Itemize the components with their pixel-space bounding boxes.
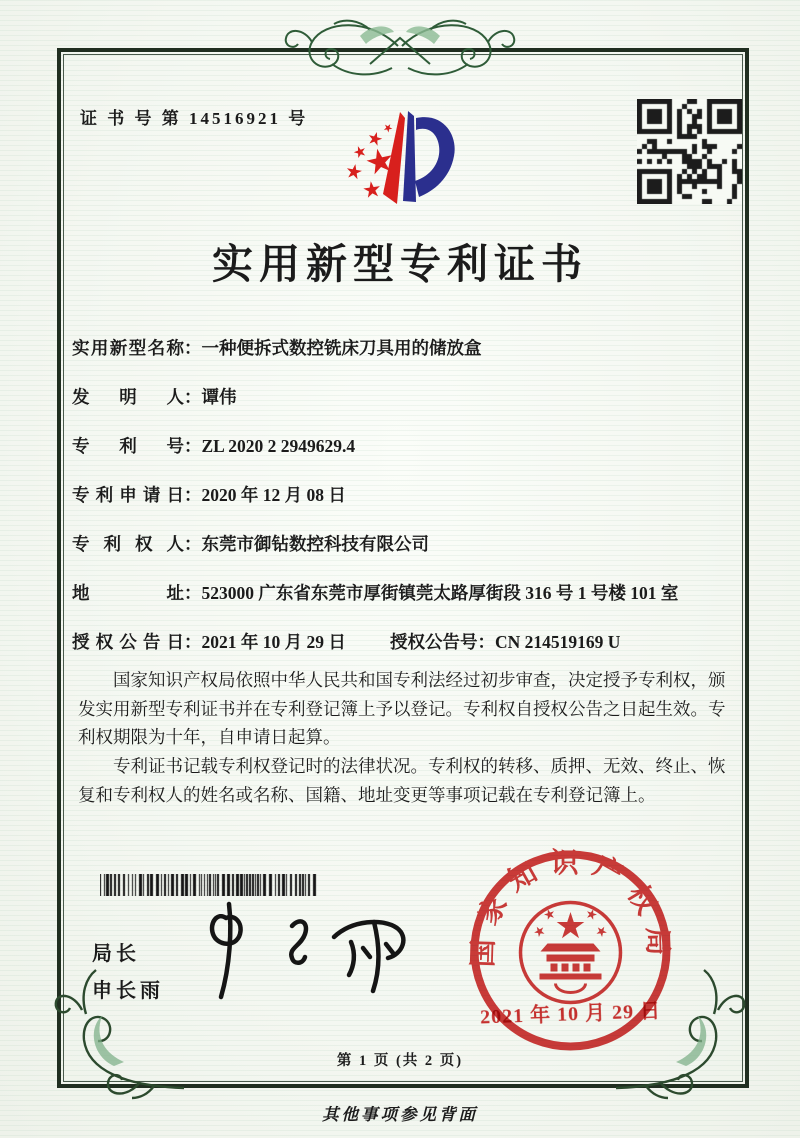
field-label: 专利权人 (72, 534, 184, 554)
certificate-number: 证 书 号 第 14516921 号 (80, 109, 309, 128)
qr-code (637, 99, 742, 204)
legal-text (78, 666, 730, 809)
field-value: 东莞市御钻数控科技有限公司 (201, 534, 429, 554)
field-row-patentee: 专利权人 ： 东莞市御钻数控科技有限公司 (72, 534, 429, 554)
certificate-title: 实用新型专利证书 (212, 241, 588, 287)
field-row-inventor: 发明人 ： 谭伟 (72, 387, 237, 407)
logo-blue-p (403, 111, 455, 202)
signer-name: 申长雨 (92, 980, 164, 1002)
top-flourish-ornament (220, 10, 580, 82)
field-row-address: 地址 ： 523000 广东省东莞市厚街镇莞太路厚街段 316 号 1 号楼 101 室 (72, 583, 679, 603)
field-row-patent-number: 专利号 ： ZL 2020 2 2949629.4 (72, 436, 356, 456)
field-row-filing-date: 专利申请日 ： 2020 年 12 月 08 日 (72, 485, 346, 505)
field-row-grant-date: 授权公告日 ： 2021 年 10 月 29 日 授权公告号 ： CN 214519169 U (72, 632, 621, 652)
field-label: 专利号 (72, 436, 184, 456)
field-label: 发明人 (72, 387, 184, 407)
field-value: 谭伟 (201, 387, 237, 407)
seal-date: 2021 年 10 月 29 日 (479, 1000, 662, 1029)
national-emblem-icon (521, 903, 621, 1003)
seal-agency-text: 国家知识产权局 (467, 847, 674, 968)
field-label: 专利申请日 (72, 485, 184, 505)
field-row-utility-model-name: 实用新型名称 ： 一种便拆式数控铣床刀具用的储放盒 (72, 338, 482, 358)
certificate-fields (72, 336, 738, 679)
field-label: 授权公告号 (390, 632, 478, 652)
field-label: 实用新型名称 (72, 338, 184, 358)
barcode (100, 874, 318, 896)
field-value: 2021 年 10 月 29 日 (201, 632, 346, 652)
field-value: 2020 年 12 月 08 日 (201, 485, 346, 505)
field-value: 523000 广东省东莞市厚街镇莞太路厚街段 316 号 1 号楼 101 室 (201, 583, 679, 603)
field-value: ZL 2020 2 2949629.4 (201, 436, 356, 456)
field-value: CN 214519169 U (495, 632, 621, 652)
field-label: 授权公告日 (72, 632, 184, 652)
field-label: 地址 (72, 583, 184, 603)
corner-flourish-right (614, 966, 764, 1104)
back-side-note: 其他事项参见背面 (322, 1105, 478, 1124)
legal-paragraph-2: 专利证书记载专利权登记时的法律状况。专利权的转移、质押、无效、终止、恢复和专利权人的姓名或名称、国籍、地址变更等事项记载在专利登记簿上。 (78, 756, 726, 805)
field-pair-grant-number: 授权公告号 ： CN 214519169 U (390, 632, 621, 652)
cnipa-logo (338, 108, 464, 210)
corner-flourish-left (36, 966, 186, 1104)
signer-title: 局长 (92, 943, 140, 965)
legal-paragraph-1: 国家知识产权局依照中华人民共和国专利法经过初步审查，决定授予专利权，颁发实用新型专利证书并在专利登记簿上予以登记。专利权自授权公告之日起生效。专利权期限为十年，自申请日起算。 (78, 670, 726, 748)
page-number: 第 1 页 (共 2 页) (336, 1053, 464, 1069)
signature-handwriting (196, 896, 426, 1004)
field-value: 一种便拆式数控铣床刀具用的储放盒 (201, 338, 482, 358)
